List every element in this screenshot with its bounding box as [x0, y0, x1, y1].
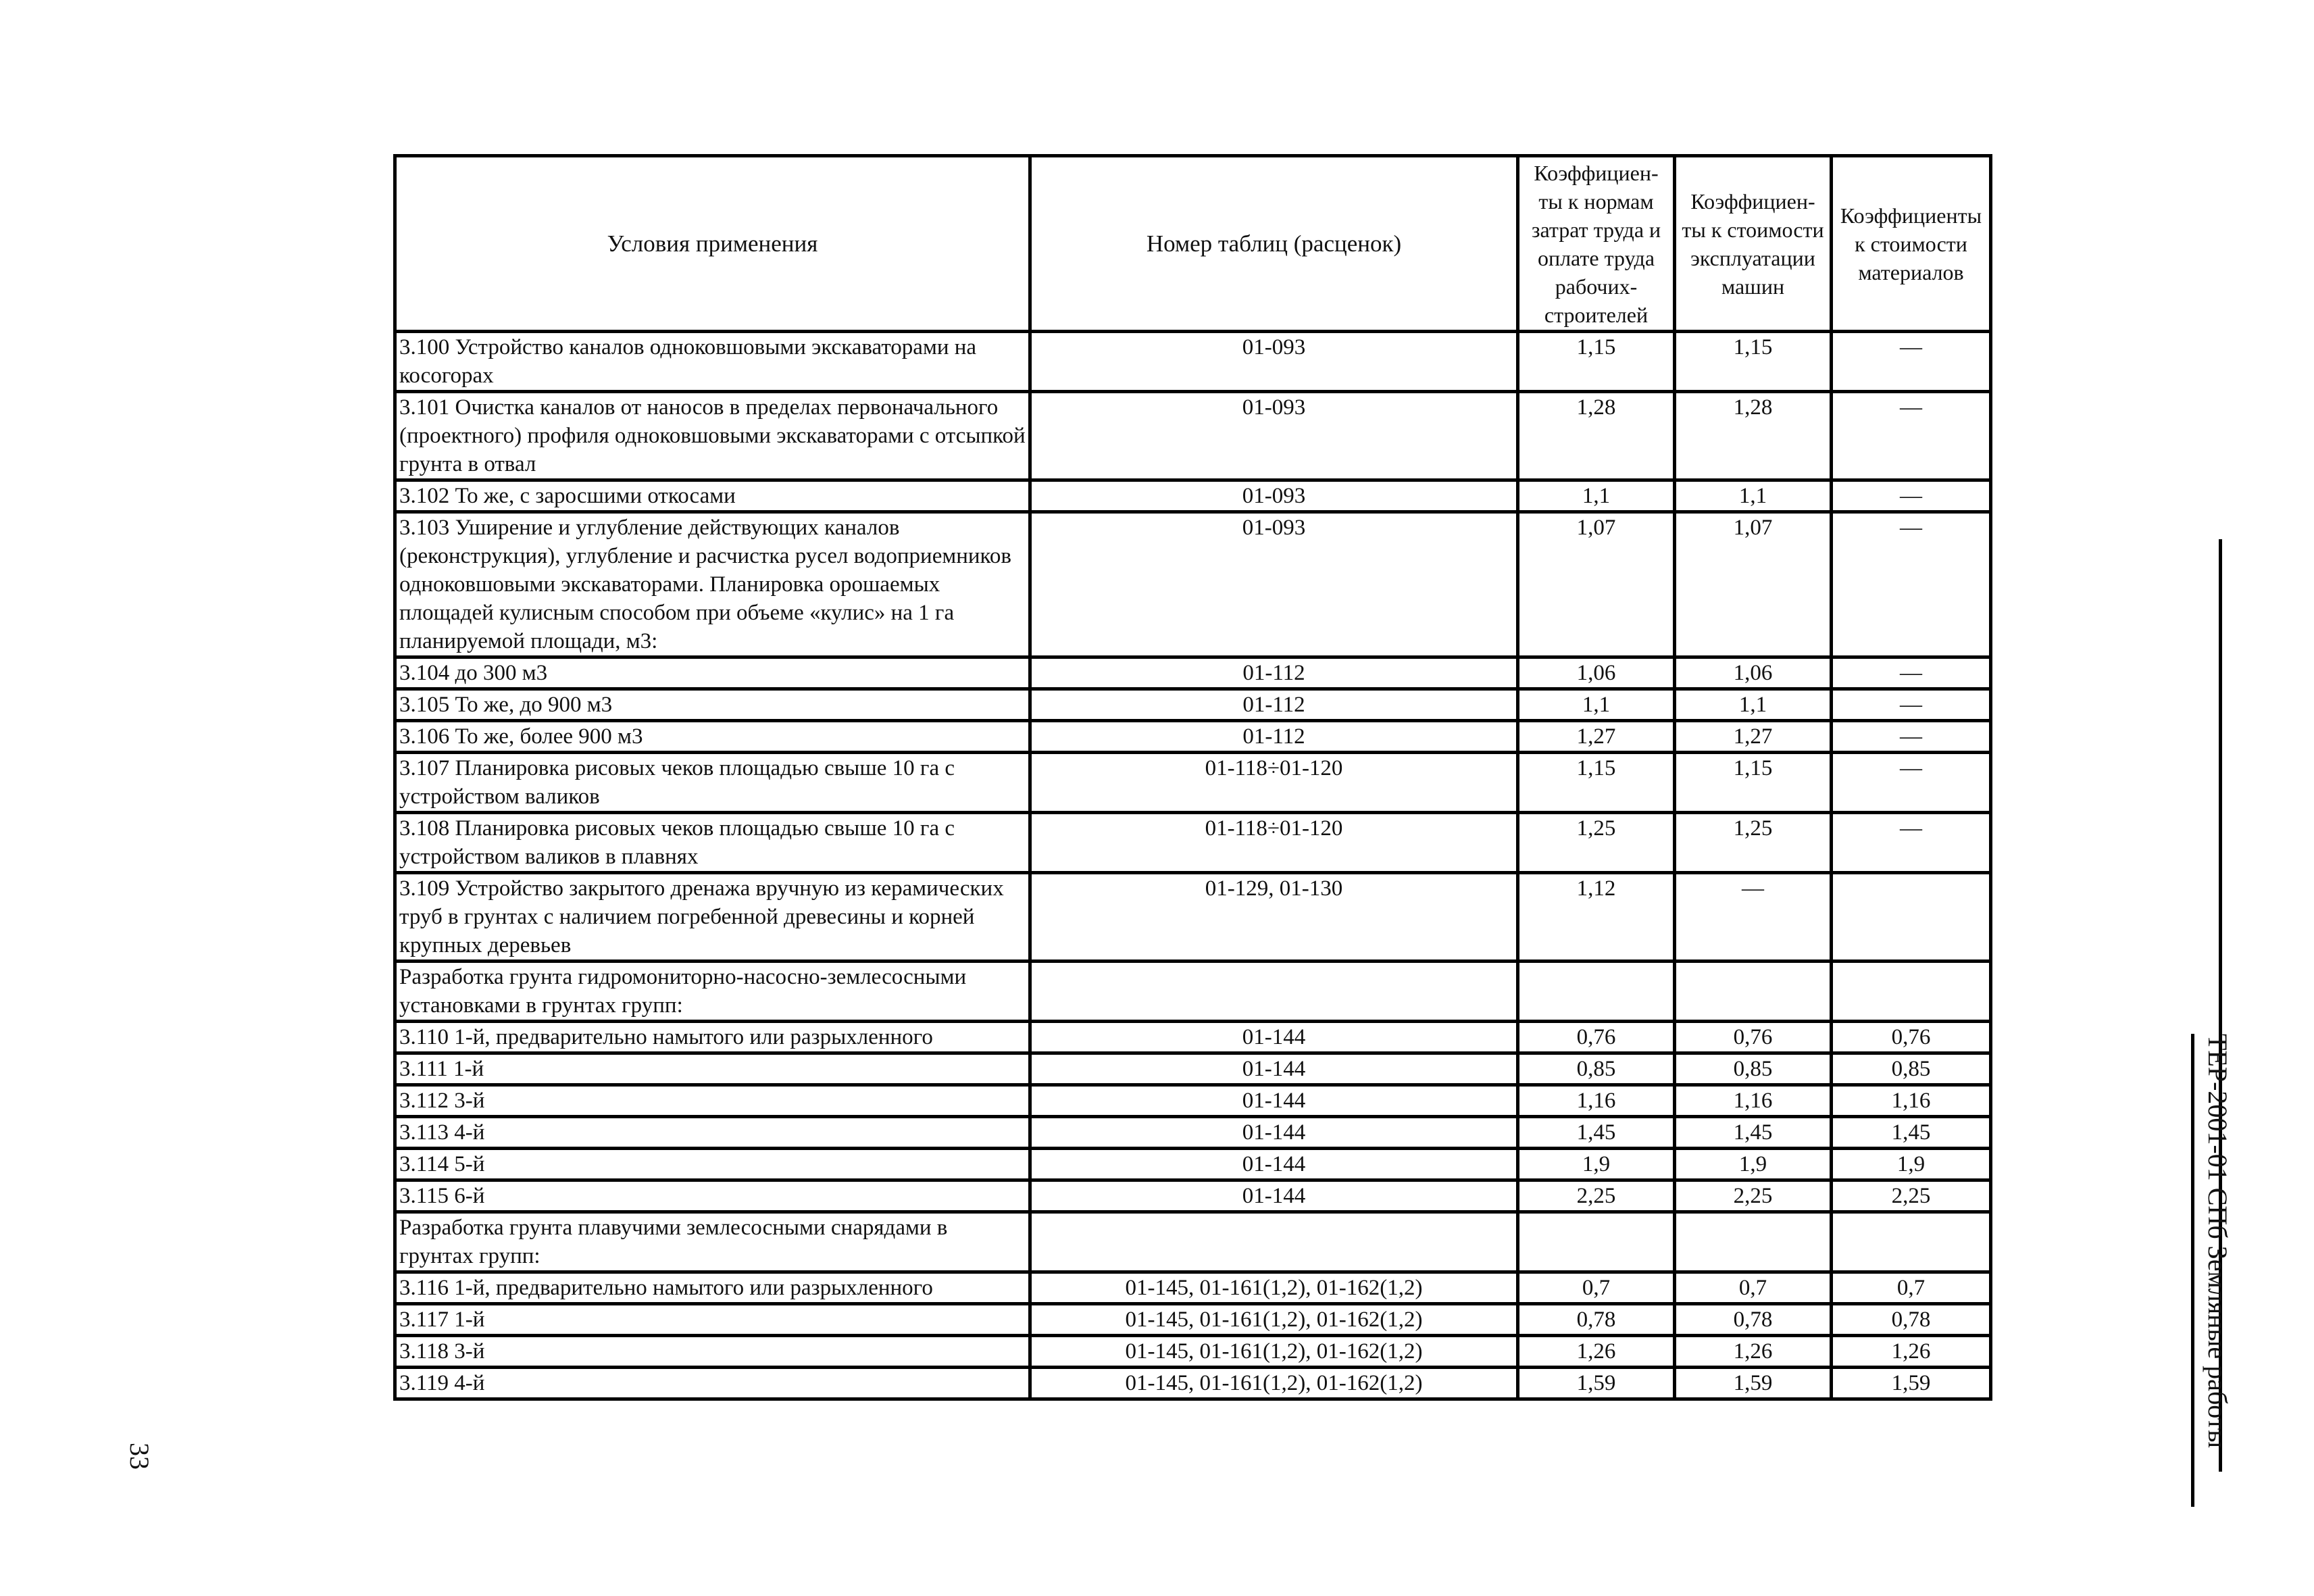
cell-labor-coefficient: 1,9 — [1518, 1149, 1675, 1180]
cell-table-number: 01-144 — [1030, 1180, 1518, 1212]
cell-table-number: 01-112 — [1030, 657, 1518, 689]
table-row — [395, 1336, 1991, 1368]
cell-machine-coefficient: 0,85 — [1675, 1053, 1832, 1085]
cell-material-coefficient: 0,7 — [1832, 1272, 1991, 1304]
table-row — [395, 392, 1991, 480]
cell-table-number: 01-144 — [1030, 1149, 1518, 1180]
cell-table-number: 01-093 — [1030, 480, 1518, 512]
side-document-title: ТЕР-2001-01 СПб Земляные работы — [2191, 1034, 2238, 1507]
cell-conditions: Разработка грунта плавучими землесосными снарядами в грунтах групп: — [395, 1212, 1030, 1272]
table-row — [395, 1180, 1991, 1212]
cell-labor-coefficient: 1,16 — [1518, 1085, 1675, 1117]
table-row — [395, 657, 1991, 689]
header-labor-coefficient: Коэффициен-ты к нормам затрат труда и оплате труда рабочих-строителей — [1518, 156, 1675, 332]
table-body — [395, 332, 1991, 1399]
cell-table-number: 01-145, 01-161(1,2), 01-162(1,2) — [1030, 1336, 1518, 1368]
cell-table-number: 01-118÷01-120 — [1030, 753, 1518, 813]
cell-labor-coefficient: 1,12 — [1518, 873, 1675, 962]
table-row — [395, 873, 1991, 962]
cell-machine-coefficient: 1,26 — [1675, 1336, 1832, 1368]
table-row — [395, 332, 1991, 392]
cell-labor-coefficient: 2,25 — [1518, 1180, 1675, 1212]
cell-labor-coefficient: 1,28 — [1518, 392, 1675, 480]
cell-labor-coefficient: 0,7 — [1518, 1272, 1675, 1304]
cell-material-coefficient: 1,45 — [1832, 1117, 1991, 1149]
cell-conditions: 3.104 до 300 м3 — [395, 657, 1030, 689]
cell-conditions: 3.101 Очистка каналов от наносов в пределах первоначального (проектного) профиля одноковшовыми экскаваторами с отсыпкой грунта в отвал — [395, 392, 1030, 480]
cell-table-number: 01-112 — [1030, 721, 1518, 753]
cell-machine-coefficient: 0,78 — [1675, 1304, 1832, 1336]
cell-machine-coefficient: 1,59 — [1675, 1368, 1832, 1399]
cell-machine-coefficient: 1,1 — [1675, 480, 1832, 512]
cell-conditions: 3.111 1-й — [395, 1053, 1030, 1085]
cell-material-coefficient: — — [1832, 657, 1991, 689]
cell-labor-coefficient: 1,07 — [1518, 512, 1675, 657]
cell-machine-coefficient: — — [1675, 873, 1832, 962]
cell-conditions: 3.100 Устройство каналов одноковшовыми экскаваторами на косогорах — [395, 332, 1030, 392]
cell-machine-coefficient — [1675, 962, 1832, 1022]
cell-table-number — [1030, 962, 1518, 1022]
cell-conditions: 3.105 То же, до 900 м3 — [395, 689, 1030, 721]
cell-conditions: 3.113 4-й — [395, 1117, 1030, 1149]
cell-labor-coefficient: 0,78 — [1518, 1304, 1675, 1336]
table-row — [395, 753, 1991, 813]
coefficients-table — [393, 154, 1992, 1401]
cell-table-number: 01-145, 01-161(1,2), 01-162(1,2) — [1030, 1272, 1518, 1304]
cell-machine-coefficient: 1,45 — [1675, 1117, 1832, 1149]
cell-machine-coefficient — [1675, 1212, 1832, 1272]
cell-labor-coefficient: 1,1 — [1518, 480, 1675, 512]
cell-material-coefficient: — — [1832, 689, 1991, 721]
cell-material-coefficient: — — [1832, 480, 1991, 512]
cell-material-coefficient: — — [1832, 392, 1991, 480]
cell-material-coefficient: — — [1832, 332, 1991, 392]
cell-material-coefficient — [1832, 962, 1991, 1022]
cell-labor-coefficient: 1,26 — [1518, 1336, 1675, 1368]
cell-material-coefficient: 1,26 — [1832, 1336, 1991, 1368]
table-row — [395, 1212, 1991, 1272]
table-row — [395, 1272, 1991, 1304]
cell-conditions: 3.109 Устройство закрытого дренажа вручную из керамических труб в грунтах с наличием погребенной древесины и корней крупных деревьев — [395, 873, 1030, 962]
cell-table-number: 01-093 — [1030, 332, 1518, 392]
cell-conditions: 3.114 5-й — [395, 1149, 1030, 1180]
cell-machine-coefficient: 1,1 — [1675, 689, 1832, 721]
header-machine-coefficient: Коэффициен-ты к стоимости эксплуатации машин — [1675, 156, 1832, 332]
table-row — [395, 480, 1991, 512]
cell-table-number: 01-112 — [1030, 689, 1518, 721]
cell-material-coefficient: 1,16 — [1832, 1085, 1991, 1117]
cell-table-number: 01-093 — [1030, 392, 1518, 480]
cell-material-coefficient: — — [1832, 813, 1991, 873]
cell-machine-coefficient: 0,76 — [1675, 1022, 1832, 1053]
cell-conditions: 3.103 Уширение и углубление действующих каналов (реконструкция), углубление и расчистка русел водоприемников одноковшовыми экскаваторами. Планировка орошаемых площадей кулисным способом при объеме «кулис» на 1 га планируемой площади, м3: — [395, 512, 1030, 657]
cell-labor-coefficient — [1518, 962, 1675, 1022]
page-number: 33 — [124, 1443, 155, 1470]
cell-conditions: Разработка грунта гидромониторно-насосно-землесосными установками в грунтах групп: — [395, 962, 1030, 1022]
cell-material-coefficient: 0,76 — [1832, 1022, 1991, 1053]
header-table-numbers: Номер таблиц (расценок) — [1030, 156, 1518, 332]
table-header-row — [395, 156, 1991, 332]
table-row — [395, 813, 1991, 873]
cell-conditions: 3.115 6-й — [395, 1180, 1030, 1212]
cell-labor-coefficient: 1,06 — [1518, 657, 1675, 689]
cell-material-coefficient: 1,9 — [1832, 1149, 1991, 1180]
cell-conditions: 3.106 То же, более 900 м3 — [395, 721, 1030, 753]
cell-material-coefficient: 2,25 — [1832, 1180, 1991, 1212]
cell-material-coefficient: 0,85 — [1832, 1053, 1991, 1085]
table-row — [395, 512, 1991, 657]
cell-material-coefficient — [1832, 1212, 1991, 1272]
table-row — [395, 1368, 1991, 1399]
cell-table-number: 01-145, 01-161(1,2), 01-162(1,2) — [1030, 1368, 1518, 1399]
cell-table-number: 01-144 — [1030, 1085, 1518, 1117]
cell-labor-coefficient: 1,59 — [1518, 1368, 1675, 1399]
cell-machine-coefficient: 1,15 — [1675, 332, 1832, 392]
cell-machine-coefficient: 1,9 — [1675, 1149, 1832, 1180]
cell-conditions: 3.112 3-й — [395, 1085, 1030, 1117]
cell-table-number: 01-093 — [1030, 512, 1518, 657]
cell-machine-coefficient: 1,27 — [1675, 721, 1832, 753]
cell-table-number: 01-144 — [1030, 1117, 1518, 1149]
table-row — [395, 1053, 1991, 1085]
cell-material-coefficient: — — [1832, 753, 1991, 813]
cell-table-number: 01-129, 01-130 — [1030, 873, 1518, 962]
cell-machine-coefficient: 1,15 — [1675, 753, 1832, 813]
cell-machine-coefficient: 1,16 — [1675, 1085, 1832, 1117]
cell-conditions: 3.110 1-й, предварительно намытого или разрыхленного — [395, 1022, 1030, 1053]
table-row — [395, 1149, 1991, 1180]
table-row — [395, 1117, 1991, 1149]
cell-labor-coefficient: 1,1 — [1518, 689, 1675, 721]
cell-machine-coefficient: 1,25 — [1675, 813, 1832, 873]
cell-labor-coefficient — [1518, 1212, 1675, 1272]
cell-table-number — [1030, 1212, 1518, 1272]
cell-table-number: 01-144 — [1030, 1053, 1518, 1085]
cell-labor-coefficient: 1,15 — [1518, 753, 1675, 813]
header-material-coefficient: Коэффициенты к стоимости материалов — [1832, 156, 1991, 332]
cell-machine-coefficient: 0,7 — [1675, 1272, 1832, 1304]
table-row — [395, 689, 1991, 721]
table-row — [395, 962, 1991, 1022]
cell-conditions: 3.102 То же, с заросшими откосами — [395, 480, 1030, 512]
cell-labor-coefficient: 0,76 — [1518, 1022, 1675, 1053]
cell-labor-coefficient: 1,27 — [1518, 721, 1675, 753]
cell-conditions: 3.119 4-й — [395, 1368, 1030, 1399]
cell-table-number: 01-118÷01-120 — [1030, 813, 1518, 873]
table-row — [395, 1304, 1991, 1336]
cell-conditions: 3.117 1-й — [395, 1304, 1030, 1336]
header-conditions: Условия применения — [395, 156, 1030, 332]
cell-material-coefficient: 1,59 — [1832, 1368, 1991, 1399]
cell-labor-coefficient: 1,45 — [1518, 1117, 1675, 1149]
cell-machine-coefficient: 2,25 — [1675, 1180, 1832, 1212]
cell-material-coefficient: 0,78 — [1832, 1304, 1991, 1336]
cell-material-coefficient: — — [1832, 721, 1991, 753]
table-row — [395, 1085, 1991, 1117]
cell-labor-coefficient: 0,85 — [1518, 1053, 1675, 1085]
cell-conditions: 3.107 Планировка рисовых чеков площадью свыше 10 га с устройством валиков — [395, 753, 1030, 813]
cell-labor-coefficient: 1,25 — [1518, 813, 1675, 873]
table-row — [395, 1022, 1991, 1053]
cell-machine-coefficient: 1,28 — [1675, 392, 1832, 480]
cell-labor-coefficient: 1,15 — [1518, 332, 1675, 392]
cell-machine-coefficient: 1,07 — [1675, 512, 1832, 657]
cell-table-number: 01-144 — [1030, 1022, 1518, 1053]
table-row — [395, 721, 1991, 753]
cell-material-coefficient — [1832, 873, 1991, 962]
cell-conditions: 3.116 1-й, предварительно намытого или разрыхленного — [395, 1272, 1030, 1304]
cell-conditions: 3.108 Планировка рисовых чеков площадью свыше 10 га с устройством валиков в плавнях — [395, 813, 1030, 873]
cell-table-number: 01-145, 01-161(1,2), 01-162(1,2) — [1030, 1304, 1518, 1336]
cell-conditions: 3.118 3-й — [395, 1336, 1030, 1368]
cell-material-coefficient: — — [1832, 512, 1991, 657]
cell-machine-coefficient: 1,06 — [1675, 657, 1832, 689]
